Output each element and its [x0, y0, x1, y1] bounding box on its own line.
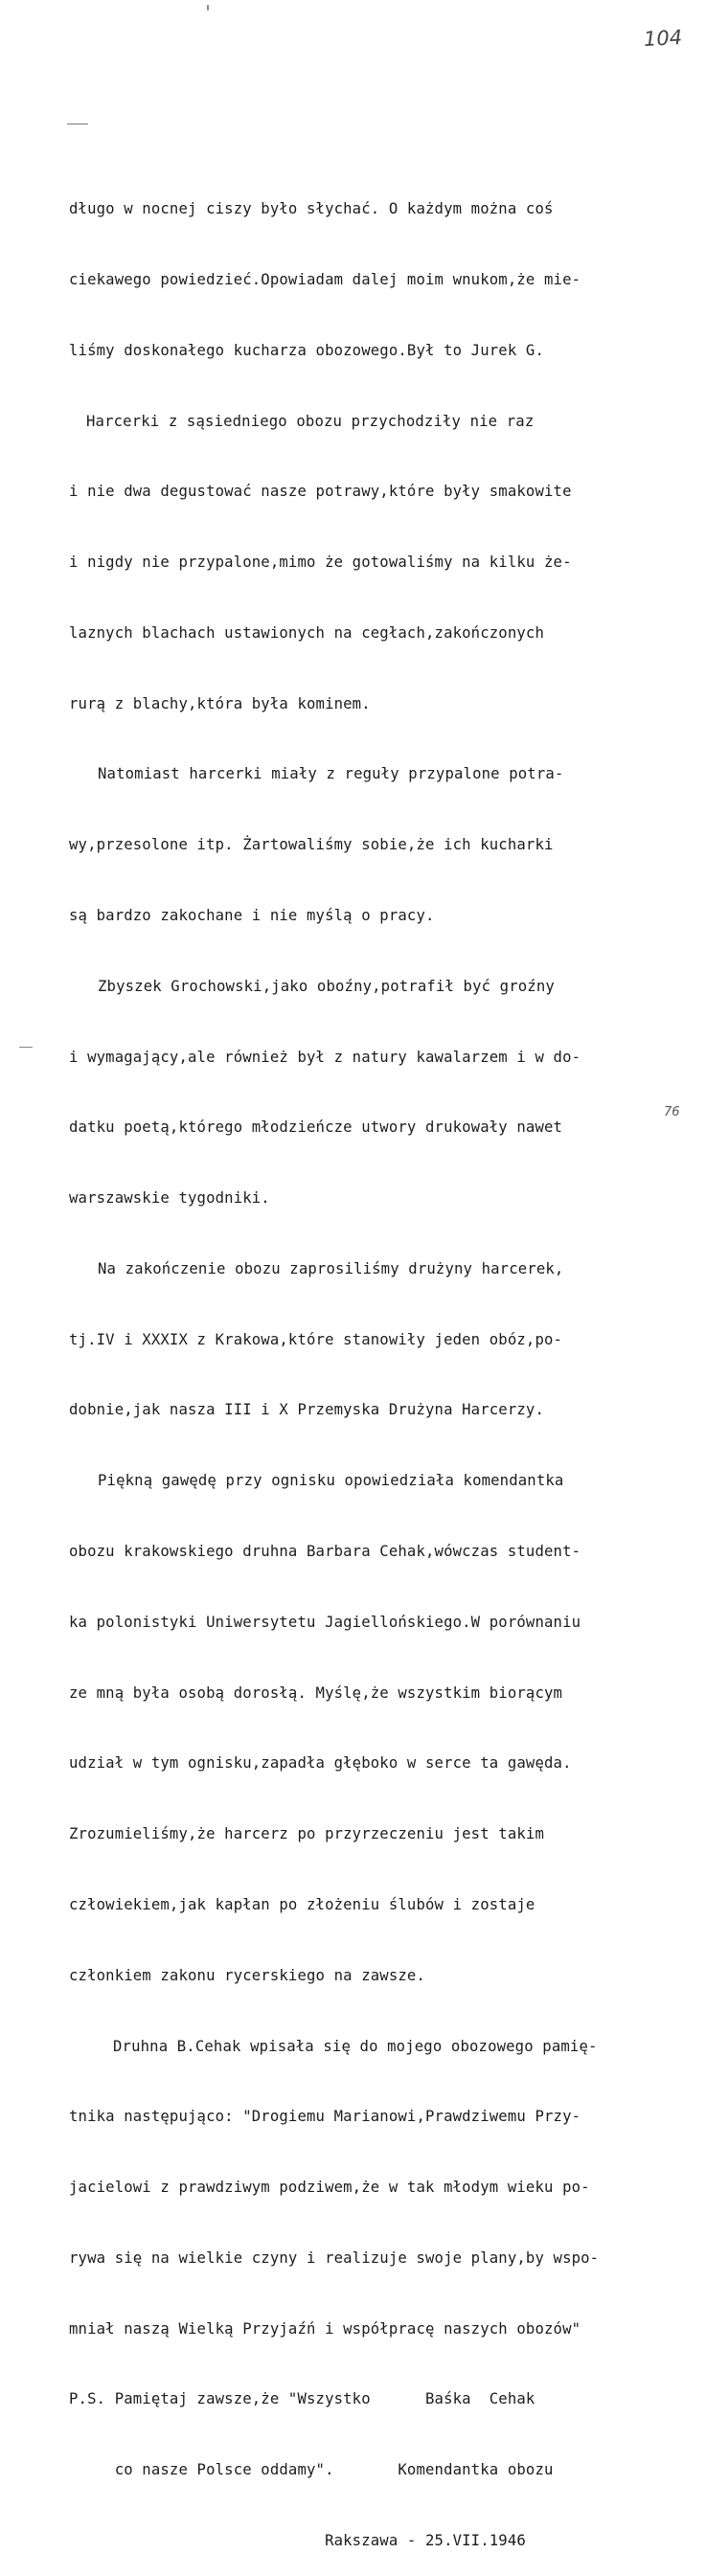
text-line: rywa się na wielkie czyny i realizuje swoje plany,by wspo- — [69, 2248, 600, 2267]
text-line: Na zakończenie obozu zaprosiliśmy drużyny harcerek, — [98, 1259, 564, 1277]
margin-dash — [19, 1047, 33, 1048]
signature-line: co nasze Polsce oddamy". Komendantka obozu — [69, 2461, 554, 2479]
text-line: i wymagający,ale również był z natury kawalarzem i w do- — [69, 1048, 581, 1066]
text-line: Druhna B.Cehak wpisała się do mojego obozowego pamię- — [113, 2037, 598, 2055]
text-line: datku poetą,którego młodzieńcze utwory drukowały nawet — [69, 1119, 563, 1137]
handwritten-corner-mark: 76 — [664, 1105, 680, 1119]
text-line: człowiekiem,jak kapłan po złożeniu ślubów i zostaje — [69, 1895, 535, 1913]
text-line: Harcerki z sąsiedniego obozu przychodziły nie raz — [86, 412, 535, 430]
text-line: mniał naszą Wielką Przyjaźń i współpracę naszych obozów" — [69, 2319, 581, 2338]
text-line: Piękną gawędę przy ognisku opowiedziała komendantka — [98, 1472, 564, 1490]
text-line: jacielowi z prawdziwym podziwem,że w tak młodym wieku po- — [69, 2179, 590, 2197]
text-line: są bardzo zakochane i nie myślą o pracy. — [69, 907, 435, 924]
signature-line: P.S. Pamiętaj zawsze,że "Wszystko Baśka Cehak — [69, 2390, 535, 2408]
text-line: tj.IV i XXXIX z Krakowa,które stanowiły jeden obóz,po- — [69, 1330, 563, 1348]
text-line: liśmy doskonałego kucharza obozowego.Był to Jurek G. — [69, 341, 544, 359]
text-line: laznych blachach ustawionych na cegłach,zakończonych — [69, 623, 544, 642]
place-date-line: Rakszawa - 25.VII.1946 — [69, 2531, 526, 2549]
typewritten-text — [69, 150, 644, 2576]
paper-speck — [207, 5, 209, 11]
text-line: dobnie,jak nasza III i X Przemyska Drużyna Harcerzy. — [69, 1401, 544, 1419]
text-line: ze mną była osobą dorosłą. Myślę,że wszystkim biorącym — [69, 1683, 563, 1702]
text-line: ciekawego powiedzieć.Opowiadam dalej moim wnukom,że mie- — [69, 270, 581, 288]
text-line: długo w nocnej ciszy było słychać. O każdym można coś — [69, 200, 554, 218]
text-line: rurą z blachy,która była kominem. — [69, 694, 371, 712]
text-line: członkiem zakonu rycerskiego na zawsze. — [69, 1966, 425, 1984]
text-line: warszawskie tygodniki. — [69, 1189, 270, 1208]
text-line: ka polonistyki Uniwersytetu Jagiellońskiego.W porównaniu — [69, 1613, 581, 1631]
text-line: Natomiast harcerki miały z reguły przypalone potra- — [98, 765, 564, 783]
handwritten-page-number: 104 — [643, 25, 683, 52]
text-line: udział w tym ognisku,zapadła głęboko w serce ta gawęda. — [69, 1754, 572, 1773]
text-line: tnika następująco: "Drogiemu Marianowi,Prawdziwemu Przy- — [69, 2108, 581, 2126]
text-line: obozu krakowskiego druhna Barbara Cehak,wówczas student- — [69, 1543, 581, 1561]
text-line: Zrozumieliśmy,że harcerz po przyrzeczeniu jest takim — [69, 1825, 544, 1843]
text-line: i nigdy nie przypalone,mimo że gotowaliśmy na kilku że- — [69, 554, 572, 572]
text-line: wy,przesolone itp. Żartowaliśmy sobie,że ich kucharki — [69, 836, 554, 854]
text-line: Zbyszek Grochowski,jako oboźny,potrafił być groźny — [98, 977, 555, 995]
text-line: i nie dwa degustować nasze potrawy,które były smakowite — [69, 483, 572, 501]
